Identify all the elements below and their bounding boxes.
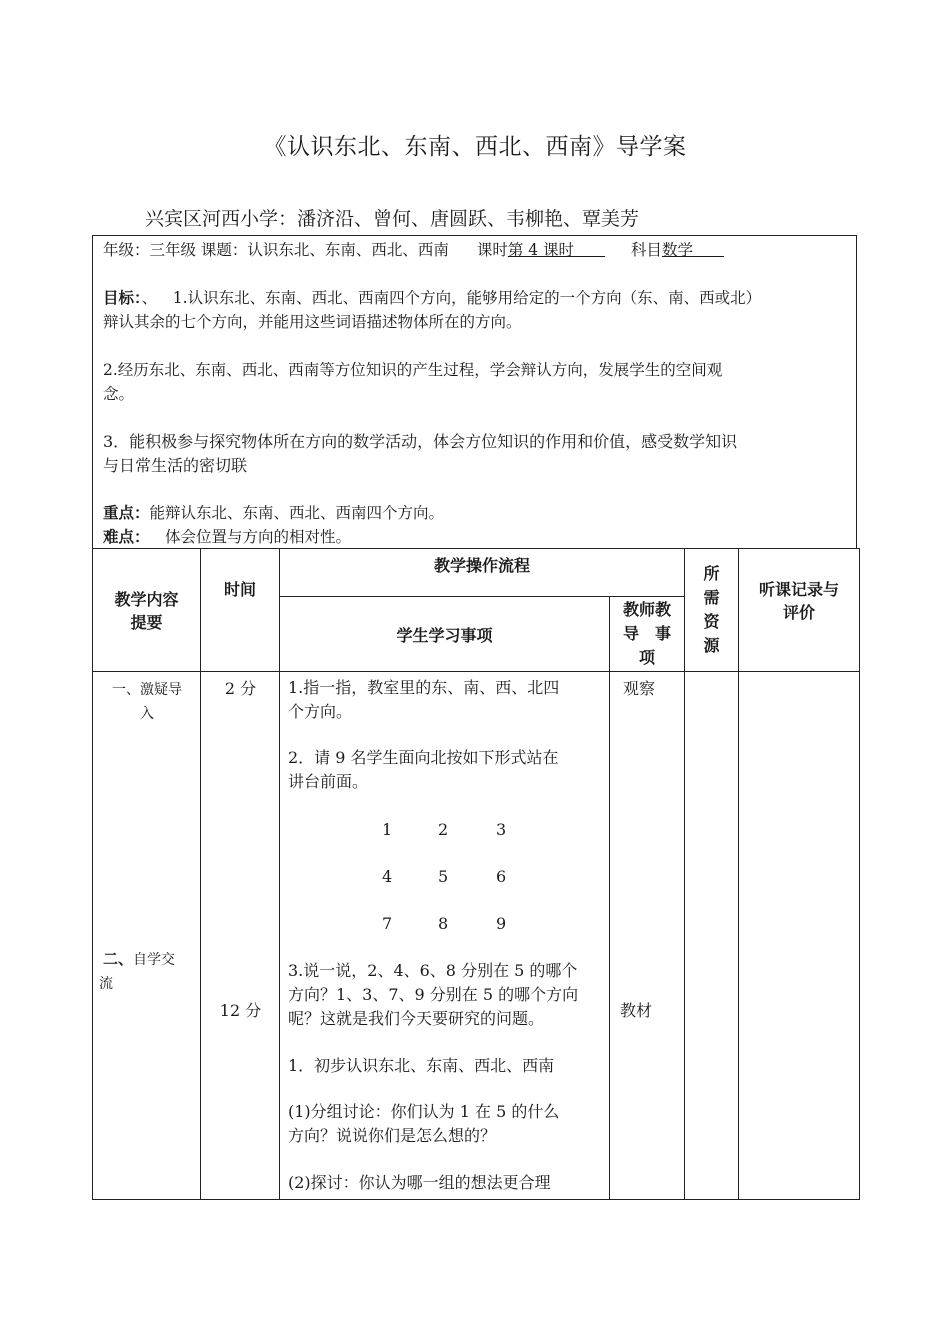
section-2-line2: 流 [99, 976, 113, 992]
step-3-line3: 呢？这就是我们今天要研究的问题。 [288, 1009, 545, 1028]
header-evaluation [739, 549, 860, 672]
header-content [93, 549, 201, 672]
grid-number: 8 [438, 914, 449, 933]
lesson-table [92, 548, 860, 1200]
header-res-4: 源 [703, 636, 720, 655]
section-1-line1: 一、激疑导 [112, 682, 182, 698]
header-student [280, 597, 610, 672]
section-1-line2: 入 [140, 706, 154, 722]
header-flow-label: 教学操作流程 [434, 556, 531, 575]
grade-topic: 年级：三年级 课题：认识东北、东南、西北、西南 [103, 241, 449, 259]
diff-text: 体会位置与方向的相对性。 [165, 528, 352, 546]
document-title: 《认识东北、东南、西北、西南》导学案 [263, 134, 687, 160]
goals-label: 目标： [103, 288, 142, 307]
header-eval-line1: 听课记录与 [759, 580, 840, 599]
section-2-line1: 自学交 [133, 952, 176, 968]
key-text: 能辩认东北、东南、西北、西南四个方向。 [149, 504, 445, 522]
authors-line: 兴宾区河西小学：潘济沿、曾何、唐圆跃、韦柳艳、覃美芳 [145, 208, 640, 230]
diff-label: 难点： [103, 527, 150, 546]
header-teacher-1: 教师教 [623, 600, 672, 619]
section-2-bold: 二、 [103, 950, 134, 968]
grid-number: 9 [496, 914, 507, 933]
header-res-1: 所 [703, 564, 720, 583]
subject-label: 科目 [630, 241, 662, 259]
goal1-line2: 辩认其余的七个方向，并能用这些词语描述物体所在的方向。 [103, 313, 522, 331]
header-student-label: 学生学习事项 [396, 625, 493, 645]
grid-number: 2 [438, 820, 449, 839]
grid-number: 3 [496, 820, 507, 839]
step-6: (2)探讨：你认为哪一组的想法更合理 [288, 1173, 551, 1192]
content-cell [93, 672, 201, 1200]
header-res-2: 需 [703, 588, 720, 607]
section-1 [93, 678, 201, 726]
time-1: 2 分 [224, 679, 257, 698]
goal3-line2: 与日常生活的密切联 [103, 456, 248, 475]
student-cell [280, 672, 610, 1200]
key-label: 重点： [103, 503, 150, 522]
step-2-line1: 2．请 9 名学生面向北按如下形式站在 [288, 748, 559, 767]
step-5 [288, 1100, 559, 1148]
difficult-point [103, 525, 850, 549]
header-time-label: 时间 [223, 580, 256, 599]
goal1-line1 [103, 286, 850, 310]
goal1-text-a: 1.认识东北、东南、西北、西南四个方向，能够用给定的一个方向（东、南、西或北） [172, 289, 762, 307]
key-point [103, 501, 850, 525]
teacher-observe: 观察 [623, 679, 656, 698]
time-2: 12 分 [219, 1001, 262, 1020]
step-1 [288, 676, 559, 724]
grid-number: 5 [438, 867, 449, 886]
header-teacher [610, 597, 685, 672]
step-3-line1: 3.说一说，2、4、6、8 分别在 5 的哪个 [288, 961, 578, 980]
info-box [92, 235, 857, 549]
step-3 [288, 959, 578, 1031]
time-cell [201, 672, 280, 1200]
header-teacher-3: 项 [639, 648, 656, 667]
grid-number: 1 [382, 820, 393, 839]
course-info-row [103, 238, 850, 262]
goal2-line2: 念。 [103, 385, 135, 403]
step-4: 1．初步认识东北、东南、西北、西南 [288, 1056, 555, 1075]
teacher-book: 教材 [620, 1001, 653, 1020]
header-eval-line2: 评价 [783, 603, 816, 622]
step-1-line1: 1.指一指，教室里的东、南、西、北四 [288, 678, 560, 697]
evaluation-cell [739, 672, 860, 1200]
goal3-line1: 3．能积极参与探究物体所在方向的数学活动，体会方位知识的作用和价值，感受数学知识 [103, 432, 738, 451]
header-teacher-2: 导 事 [623, 624, 672, 643]
step-2-line2: 讲台前面。 [288, 772, 369, 791]
header-resources [685, 549, 739, 672]
header-time [201, 549, 280, 672]
header-content-line1: 教学内容 [114, 590, 179, 609]
goal2-line1: 2.经历东北、东南、西北、西南等方位知识的产生过程，学会辩认方向，发展学生的空间观 [103, 361, 723, 379]
step-5-line1: (1)分组讨论：你们认为 1 在 5 的什么 [288, 1102, 560, 1121]
period-value: 第 4 课时 [507, 241, 575, 259]
step-3-line2: 方向？1、3、7、9 分别在 5 的哪个方向 [288, 985, 579, 1004]
grid-number: 7 [382, 914, 393, 933]
grid-number: 4 [382, 867, 393, 886]
section-2 [99, 947, 199, 996]
header-content-line2: 提要 [130, 613, 163, 632]
step-1-line2: 个方向。 [288, 702, 353, 721]
resources-cell [685, 672, 739, 1200]
goals-sep: 、 [141, 289, 158, 307]
header-res-3: 资 [703, 612, 720, 631]
grid-number: 6 [496, 867, 507, 886]
subject-value: 数学 [661, 241, 693, 259]
period-label: 课时 [476, 241, 508, 259]
step-5-line2: 方向？说说你们是怎么想的？ [288, 1126, 497, 1145]
header-flow [280, 549, 685, 597]
teacher-cell [610, 672, 685, 1200]
step-2 [288, 746, 559, 794]
